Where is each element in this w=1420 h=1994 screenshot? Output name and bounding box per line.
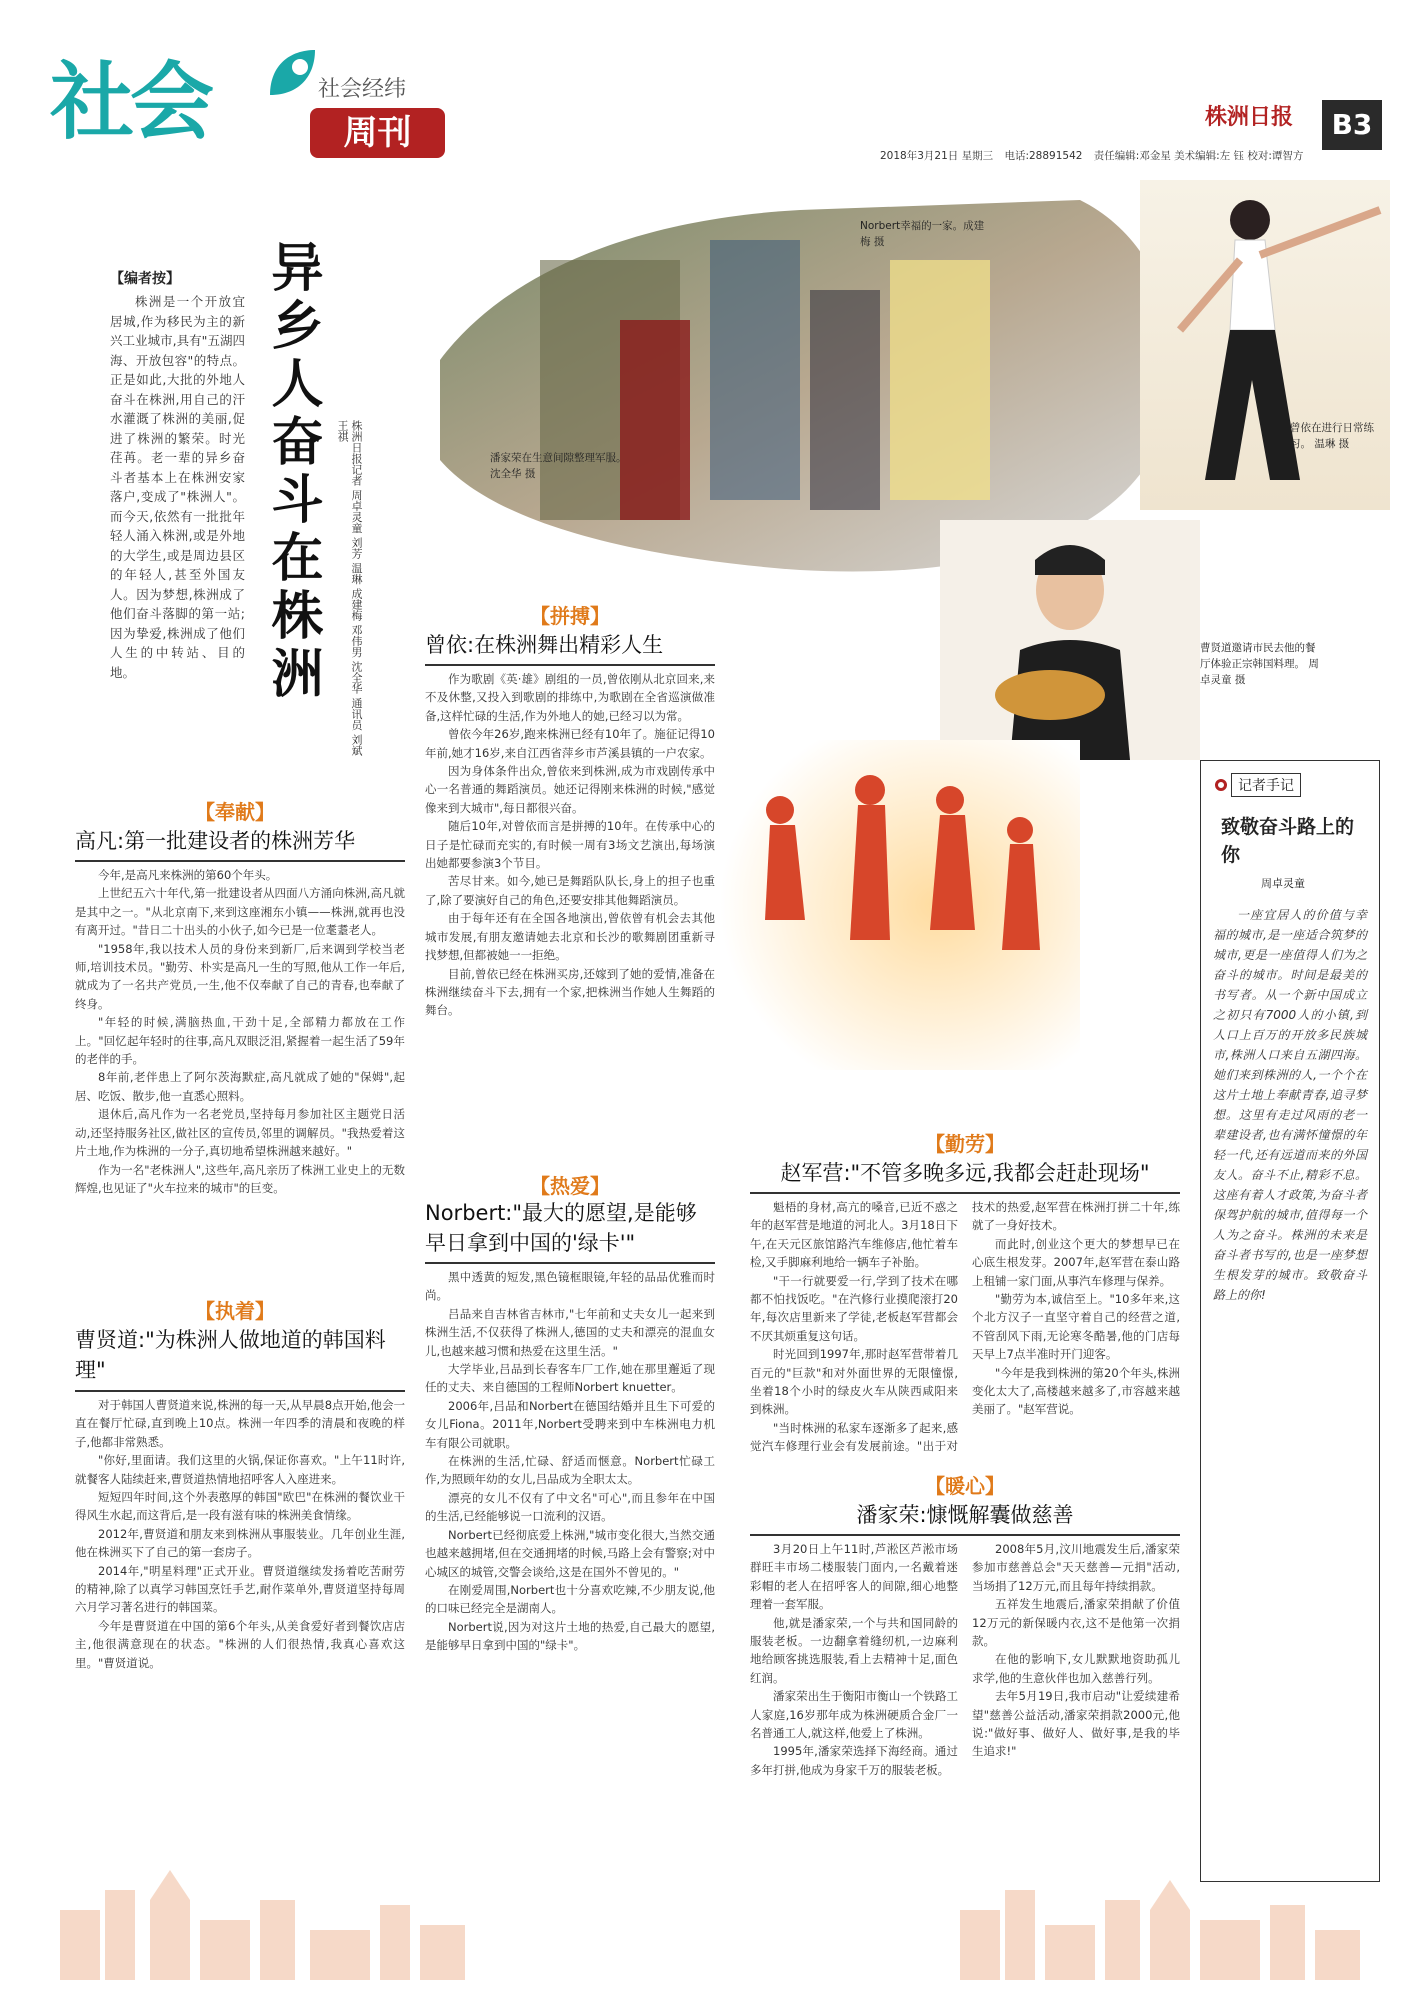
qinlao-p7: "今年是我到株洲的第20个年头,株洲变化太大了,高楼越来越多了,市容越来越美丽了。"赵军营说。 (972, 1365, 1180, 1417)
reai-rule (425, 1262, 715, 1264)
zhizhuo-tag: 【执着】 (195, 1299, 275, 1323)
pinbo-p3: 因为身体条件出众,曾依来到株洲,成为市戏剧传承中心一名普通的舞蹈演员。她还记得刚来株洲的时候,"感觉像来到大城市",每日都很兴奋。 (425, 764, 715, 815)
byline: 株洲日报记者 周卓灵童 刘芳 温琳 成建梅 邓伟男 沈全华 通讯员 刘斌 王祺 (336, 420, 363, 756)
leaf-icon (260, 45, 320, 105)
qinlao-p1: 魁梧的身材,高亢的嗓音,已近不惑之年的赵军营是地道的河北人。3月18日下午,在天元区旅馆路汽车维修店,他忙着车检,又手脚麻利地给一辆车子补胎。 (750, 1200, 958, 1270)
qinlao-p4: "当时株洲的私家车逐渐多了起来,感觉汽车修理行业会有发展前途。"出于对技术的热爱,赵军营在株洲打拼二十年,练就了一身好技术。 (750, 1200, 1180, 1454)
zhizhuo-rule (75, 1390, 405, 1392)
banner-red (620, 320, 690, 520)
nuanxin-p4: 1995年,潘家荣选择下海经商。通过多年打拼,他成为身家千万的服装老板。 (750, 1744, 958, 1777)
editors-text: 责任编辑:邓金星 美术编辑:左 钰 校对:谭智方 (1093, 150, 1304, 162)
reporter-note-headline: 致敬奋斗路上的你 (1221, 816, 1355, 866)
zhizhuo-p3: 短短四年时间,这个外表憨厚的韩国"欧巴"在株洲的餐饮业干得风生水起,而这背后,是一段有滋有味的株洲美食情缘。 (75, 1490, 405, 1523)
fengxian-p5: 8年前,老伴患上了阿尔茨海默症,高凡就成了她的"保姆",起居、吃饭、散步,他一直悉心照料。 (75, 1070, 405, 1103)
pinbo-p6: 由于每年还有在全国各地演出,曾依曾有机会去其他城市发展,有朋友邀请她去北京和长沙的歌舞剧团重新寻找梦想,但都被她一一拒绝。 (425, 911, 715, 963)
fengxian-tag: 【奉献】 (195, 800, 275, 824)
masthead-subtitle: 社会经纬 (318, 77, 407, 102)
qinlao-p2: "干一行就要爱一行,学到了技术在哪都不怕找饭吃。"在汽修行业摸爬滚打20年,每次店里新来了学徒,老板赵军营都会不厌其烦重复这句话。 (750, 1273, 958, 1343)
pinbo-body (425, 670, 715, 1160)
pan-caption: 潘家荣在生意间隙整理军服。 沈全华 摄 (490, 452, 627, 480)
reporter-note-tag-label: 记者手记 (1231, 773, 1301, 797)
nuanxin-p5: 2008年5月,汶川地震发生后,潘家荣参加市慈善总会"天天慈善—元捐"活动,当场捐了12万元,而且每年持续捐款。 (972, 1542, 1180, 1593)
qinlao-headline: 赵军营:"不管多晚多远,我都会赶赴现场" (780, 1161, 1150, 1185)
pinbo-p4: 随后10年,对曾依而言是拼搏的10年。在传承中心的日子是忙碌而充实的,有时候一周有3场文艺演出,每场演出她都要参演3个节目。 (425, 819, 715, 871)
chef-photo (940, 520, 1200, 760)
nuanxin-p6: 五祥发生地震后,潘家荣捐献了价值12万元的新保暖内衣,这不是他第一次捐款。 (972, 1597, 1180, 1649)
reporter-note-box (1200, 760, 1380, 1882)
pinbo-p2: 曾依今年26岁,跑来株洲已经有10年了。施征记得10年前,她才16岁,来自江西省萍乡市芦溪县镇的一户农家。 (425, 727, 715, 760)
reai-p7: Norbert已经彻底爱上株洲,"城市变化很大,当然交通也越来越拥堵,但在交通拥堵的时候,马路上会有警察;对中心城区的城管,交警会谈给,这是在国外不曾见的。" (425, 1527, 715, 1579)
nuanxin-headline: 潘家荣:慷慨解囊做慈善 (856, 1503, 1074, 1527)
reai-p1: 黑中透黄的短发,黑色镜框眼镜,年轻的品品优雅而时尚。 (425, 1270, 715, 1303)
editor-note-body: 株洲是一个开放宜居城,作为移民为主的新兴工业城市,具有"五湖四海、开放包容"的特点。正是如此,大批的外地人奋斗在株洲,用自己的汗水灌溉了株洲的美丽,促进了株洲的繁荣。时光荏苒。老一辈的异乡奋斗者基本上在株洲安家落户,变成了"株洲人"。而今天,依然有一批批年轻人涌入株洲,或是外地的大学生,或是周边县区的年轻人,甚至外国友人。因为梦想,株洲成了他们奋斗落脚的第一站;因为挚爱,株洲成了他们人生的中转站、目的地。 (110, 294, 245, 680)
paper-logo: 株洲日报 (1205, 104, 1294, 130)
dancer-photo (1140, 180, 1390, 510)
qinlao-rule (750, 1192, 1180, 1194)
nuanxin-p1: 3月20日上午11时,芦淞区芦淞市场群旺丰市场二楼服装门面内,一名戴着迷彩帽的老人在招呼客人的间隙,细心地整理着一套军服。 (750, 1542, 958, 1612)
zengyi-caption: 曾依在进行日常练习。 温琳 摄 (1290, 422, 1374, 450)
zhizhuo-body (75, 1396, 405, 1856)
nuanxin-tag: 【暖心】 (925, 1474, 1005, 1498)
nuanxin-p7: 在他的影响下,女儿默默地资助孤儿求学,他的生意伙伴也加入慈善行列。 (972, 1652, 1180, 1685)
zhizhuo-p6: 今年是曹贤道在中国的第6个年头,从美食爱好者到餐饮店店主,他很满意现在的状态。"株洲的人们很热情,我真心喜欢这里。"曹贤道说。 (75, 1618, 405, 1670)
nuanxin-p8: 去年5月19日,我市启动"让爱续建希望"慈善公益活动,潘家荣捐款2000元,他说:"做好事、做好人、做好事,是我的毕生追求!" (972, 1689, 1180, 1759)
pinbo-p5: 苦尽甘来。如今,她已是舞蹈队队长,身上的担子也重了,除了要演好自己的角色,还要安排其他舞蹈演员。 (425, 874, 715, 907)
nuanxin-body (750, 1540, 1180, 1880)
masthead-title: 社会 (50, 53, 211, 151)
reai-p4: 2006年,吕品和Norbert在德国结婚并且生下可爱的女儿Fiona。2011年,Norbert受聘来到中车株洲电力机车有限公司就职。 (425, 1398, 715, 1450)
fengxian-p2: 上世纪五六十年代,第一批建设者从四面八方涌向株洲,高凡就是其中之一。"从北京南下,来到这座湘东小镇——株洲,就再也没有离开过。"昔日二十出头的小伙子,如今已是一位耄耋老人。 (75, 886, 405, 938)
fengxian-p3: "1958年,我以技术人员的身份来到新厂,后来调到学校当老师,培训技术员。"勤劳、朴实是高凡一生的写照,他从工作一年后,就成为了一名共产党员,一生,他不仅奉献了自己的青春,也奉献了终身。 (75, 941, 405, 1011)
reai-p2: 吕品来自吉林省吉林市,"七年前和丈夫女儿一起来到株洲生活,不仅获得了株洲人,德国的丈夫和漂亮的混血女儿,也越来越习惯和热爱在这里生活。" (425, 1306, 715, 1358)
page-number: B3 (1322, 100, 1382, 150)
pinbo-tag: 【拼搏】 (530, 604, 610, 628)
date-line (880, 148, 1303, 163)
phone-text: 电话:28891542 (1004, 150, 1083, 162)
reporter-note-tag (1215, 773, 1379, 797)
chef-figure (940, 520, 1200, 760)
zhizhuo-p4: 2012年,曹贤道和朋友来到株洲从事服装业。几年创业生涯,他在株洲买下了自己的第一套房子。 (75, 1526, 405, 1560)
fengxian-p4: "年轻的时候,满脑热血,干劲十足,全部精力都放在工作上。"回忆起年轻时的往事,高凡双眼泛泪,紧握着一起生活了59年的老伴的手。 (75, 1015, 405, 1067)
nuanxin-p2: 他,就是潘家荣,一个与共和国同龄的服装老板。一边翻拿着缝纫机,一边麻利地给顾客挑选服装,看上去精神十足,面色红润。 (750, 1615, 958, 1685)
reai-headline: Norbert:"最大的愿望,是能够早日拿到中国的'绿卡'" (425, 1201, 697, 1255)
pinbo-rule (425, 664, 715, 666)
norbert-figure (710, 240, 800, 500)
qinlao-p3: 时光回到1997年,那时赵军营带着几百元的"巨款"和对外面世界的无限憧憬,坐着18个小时的绿皮火车从陕西咸阳来到株洲。 (750, 1347, 958, 1417)
pinbo-headline: 曾依:在株洲舞出精彩人生 (425, 633, 664, 657)
reai-body (425, 1268, 715, 1858)
weekly-label: 周刊 (343, 113, 412, 153)
qinlao-p6: "勤劳为本,诚信至上。"10多年来,这个北方汉子一直坚守着自己的经营之道,不管刮风下雨,无论寒冬酷暑,他的门店每天早上7点半准时开门迎客。 (972, 1292, 1180, 1362)
norbert-caption: Norbert幸福的一家。成建梅 摄 (860, 220, 985, 248)
pinbo-p7: 目前,曾依已经在株洲买房,还嫁到了她的爱情,准备在株洲继续奋斗下去,拥有一个家,把株洲当作她人生舞蹈的舞台。 (425, 966, 715, 1018)
reai-p3: 大学毕业,吕品到长春客车厂工作,她在那里邂逅了现任的丈夫、来自德国的工程师Norbert knuetter。 (425, 1362, 715, 1395)
editor-note (110, 268, 245, 682)
cao-caption: 曹贤道邀请市民去他的餐厅体验正宗韩国料理。 周卓灵童 摄 (1200, 642, 1319, 686)
zhizhuo-headline: 曹贤道:"为株洲人做地道的韩国料理" (75, 1328, 386, 1382)
qinlao-tag: 【勤劳】 (925, 1132, 1005, 1156)
editor-note-title: 【编者按】 (110, 271, 180, 287)
dancer-figure (1140, 180, 1390, 510)
fengxian-p1: 今年,是高凡来株洲的第60个年头。 (98, 868, 278, 882)
nuanxin-p3: 潘家荣出生于衡阳市衡山一个铁路工人家庭,16岁那年成为株洲硬质合金厂一名普通工人,就这样,他爱上了株洲。 (750, 1689, 958, 1741)
qinlao-body (750, 1198, 1180, 1458)
reai-p8: 在刚爱周围,Norbert也十分喜欢吃辣,不少朋友说,他的口味已经完全是湖南人。 (425, 1582, 715, 1616)
qinlao-p5: 而此时,创业这个更大的梦想早已在心底生根发芽。2007年,赵军营在泰山路上租铺一家门面,从事汽车修理与保养。 (972, 1236, 1180, 1288)
reai-p5: 在株洲的生活,忙碌、舒适而惬意。Norbert忙碌工作,为照顾年幼的女儿,吕品成为全职太太。 (425, 1454, 715, 1487)
jumpers-graphic (720, 740, 1080, 1070)
main-title: 异乡人奋斗在株洲 (262, 240, 322, 704)
fengxian-p6: 退休后,高凡作为一名老党员,坚持每月参加社区主题党日活动,还坚持服务社区,做社区的宣传员,邻里的调解员。"我热爱着这片土地,作为株洲的一分子,真切地希望株洲越来越好。" (75, 1107, 405, 1159)
date-text: 2018年3月21日 星期三 (880, 150, 994, 162)
reai-p6: 漂亮的女儿不仅有了中文名"可心",而且参年在中国的生活,已经能够说一口流利的汉语。 (425, 1490, 715, 1524)
girl-figure (810, 290, 880, 510)
zhizhuo-p2: "你好,里面请。我们这里的火锅,保证你喜欢。"上午11时许,就餐客人陆续赶来,曹贤道热情地招呼客人入座进来。 (75, 1453, 405, 1486)
skyline-graphic (60, 1870, 1360, 1980)
reai-p9: Norbert说,因为对这片土地的热爱,自己最大的愿望,是能够早日拿到中国的"绿卡"。 (425, 1619, 715, 1653)
fengxian-p7: 作为一名"老株洲人",这些年,高凡亲历了株洲工业史上的无数辉煌,也见证了"火车拉来的城市"的巨变。 (75, 1162, 405, 1195)
circle-bullet-icon (1215, 779, 1227, 791)
nuanxin-rule (750, 1534, 1180, 1536)
reporter-note-body: 一座宜居人的价值与幸福的城市,是一座适合筑梦的城市,更是一座值得人们为之奋斗的城市。时间是最美的书写者。从一个新中国成立之初只有7000人的小镇,到人口上百万的开放多民族城市,株洲人口来自五湖四海。她们来到株洲的人,一个个在这片土地上奉献青春,追寻梦想。这里有走过风雨的老一辈建设者,也有满怀憧憬的年轻一代,还有远道而来的外国友人。奋斗不止,精彩不息。这座有着人才政策,为奋斗者保驾护航的城市,值得每一个人为之奋斗。株洲的未来是奋斗者书写的,也是一座梦想生根发芽的城市。致敬奋斗路上的你! (1213, 908, 1367, 1302)
reai-tag: 【热爱】 (530, 1174, 610, 1198)
fengxian-headline: 高凡:第一批建设者的株洲芳华 (75, 829, 356, 853)
weekly-badge (310, 108, 445, 158)
reporter-note-author: 周卓灵童 (1261, 877, 1305, 890)
zhizhuo-p1: 对于韩国人曹贤道来说,株洲的每一天,从早晨8点开始,他会一直在餐厅忙碌,直到晚上10点。株洲一年四季的清晨和夜晚的样子,他都非常熟悉。 (75, 1398, 405, 1449)
zhizhuo-p5: 2014年,"明星料理"正式开业。曹贤道继续发扬着吃苦耐劳的精神,除了以真学习韩国烹饪手艺,耐作菜单外,曹贤道坚持每周六月学习著名进行的韩国菜。 (75, 1563, 405, 1615)
fengxian-rule (75, 860, 405, 862)
lvpin-figure (890, 260, 990, 500)
pinbo-p1: 作为歌剧《英·雄》剧组的一员,曾依刚从北京回来,来不及休整,又投入到歌剧的排练中,为歌剧在全省巡演做准备,这样忙碌的生活,作为外地人的她,已经习以为常。 (425, 672, 715, 723)
fengxian-body (75, 866, 405, 1336)
